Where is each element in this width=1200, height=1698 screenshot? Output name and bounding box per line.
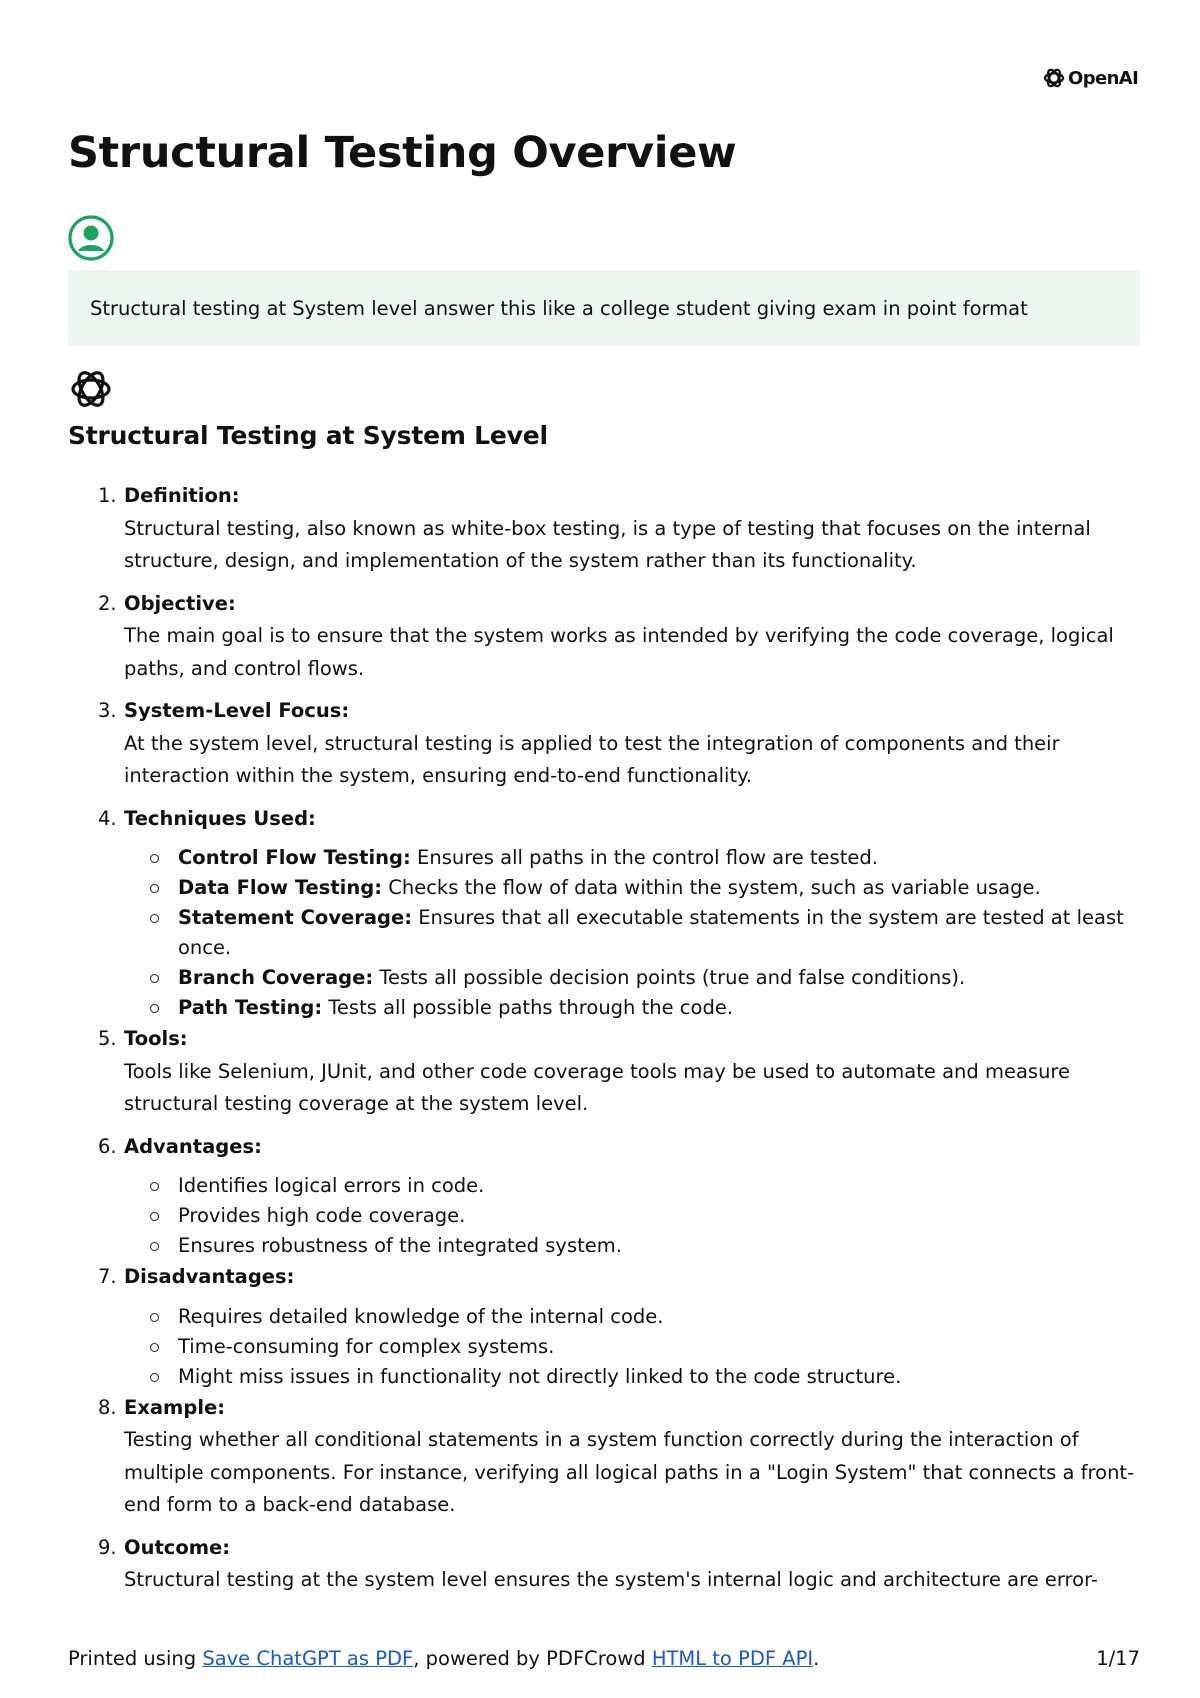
list-item-techniques: 4. Techniques Used: Control Flow Testing: Ensures all paths in the control flow are tested. Data Flow Testing: Checks the flow of data within the system, such as variable usage. Statement Coverage: Ensures that all executable statements in the system are tested at least once. Branch Coverage: Tests all possible decision points (true and false conditions). Path Testing: Tests all possible paths through the code. [68,803,1143,1024]
item-heading: Example [124,1395,218,1419]
list-item-example: 8. Example: Testing whether all conditional statements in a system function correctly during the interaction of multiple components. For instance, verifying all logical paths in a "Login System" that connects a front-end form to a back-end database. [68,1392,1143,1522]
item-heading: Objective [124,591,228,615]
page-number: 1/17 [1096,1647,1140,1670]
item-body: Testing whether all conditional statements in a system function correctly during the interaction of multiple components. For instance, verifying all logical paths in a "Login System" that connects a front-end form to a back-end database. [124,1428,1135,1516]
list-item-definition: 1. Definition: Structural testing, also known as white-box testing, is a type of testing that focuses on the internal structure, design, and implementation of the system rather than its functionality. [68,480,1143,578]
page-title: Structural Testing Overview [68,128,737,178]
user-prompt-text: Structural testing at System level answer this like a college student giving exam in point format [90,296,1028,320]
sub-list-item: Might miss issues in functionality not directly linked to the code structure. [124,1362,1143,1392]
sub-list-item: Data Flow Testing: Checks the flow of data within the system, such as variable usage. [124,873,1143,903]
user-avatar-icon [68,215,114,261]
bullet-circle-icon [150,854,159,863]
openai-brand [1042,66,1138,90]
list-item-system-level-focus: 3. System-Level Focus: At the system level, structural testing is applied to test the integration of components and their interaction within the system, ensuring end-to-end functionality. [68,695,1143,793]
item-heading: Advantages [124,1134,255,1158]
list-item-objective: 2. Objective: The main goal is to ensure that the system works as intended by verifying the code coverage, logical paths, and control flows. [68,588,1143,686]
list-item-advantages: 6. Advantages: Identifies logical errors in code. Provides high code coverage. Ensures robustness of the integrated system. [68,1131,1143,1262]
sub-list [124,843,1143,1023]
answer-body [68,480,1143,1607]
list-item-outcome: 9. Outcome: Structural testing at the system level ensures the system's internal logic and architecture are error- [68,1532,1143,1597]
bullet-circle-icon [150,1004,159,1013]
bullet-circle-icon [150,884,159,893]
sub-list-item: Identifies logical errors in code. [124,1171,1143,1201]
bullet-circle-icon [150,1182,159,1191]
item-heading: Techniques Used [124,806,309,830]
bullet-circle-icon [150,1313,159,1322]
bullet-circle-icon [150,1343,159,1352]
bullet-circle-icon [150,1212,159,1221]
user-prompt [68,270,1140,346]
item-heading: Outcome [124,1535,223,1559]
item-number: 7. [98,1265,117,1288]
item-number: 6. [98,1134,117,1158]
item-number: 3. [98,699,117,722]
bullet-circle-icon [150,914,159,923]
sub-list-item: Path Testing: Tests all possible paths through the code. [124,993,1143,1023]
bullet-circle-icon [150,1242,159,1251]
item-body: At the system level, structural testing is applied to test the integration of components and their interaction within the system, ensuring end-to-end functionality. [124,731,1060,787]
openai-logo-icon [1042,66,1066,90]
sub-list-item: Ensures robustness of the integrated system. [124,1231,1143,1261]
item-body: Structural testing at the system level ensures the system's internal logic and architecture are error- [124,1568,1098,1591]
bullet-circle-icon [150,974,159,983]
item-heading: Definition [124,484,232,507]
save-chatgpt-pdf-link[interactable]: Save ChatGPT as PDF [202,1647,414,1670]
sub-list-item: Requires detailed knowledge of the internal code. [124,1302,1143,1332]
item-heading: Disadvantages [124,1265,287,1288]
sub-list-item: Control Flow Testing: Ensures all paths in the control flow are tested. [124,843,1143,873]
sub-list-item: Branch Coverage: Tests all possible decision points (true and false conditions). [124,963,1143,993]
list-item-disadvantages: 7. Disadvantages: Requires detailed knowledge of the internal code. Time-consuming for complex systems. Might miss issues in functionality not directly linked to the code structure. [68,1261,1143,1392]
item-heading: Tools [124,1027,180,1050]
page-footer [68,1647,1140,1670]
html-to-pdf-api-link[interactable]: HTML to PDF API [651,1647,814,1670]
item-heading: System-Level Focus [124,699,342,722]
item-number: 9. [98,1535,117,1559]
footer-middle: , powered by PDFCrowd [413,1647,652,1670]
sub-list [124,1302,1143,1392]
sub-list-item: Time-consuming for complex systems. [124,1332,1143,1362]
item-body: The main goal is to ensure that the system works as intended by verifying the code coverage, logical paths, and control flows. [124,624,1114,680]
openai-wordmark: OpenAI [1068,67,1139,89]
chatgpt-logo-icon [68,366,114,412]
item-body: Tools like Selenium, JUnit, and other code coverage tools may be used to automate and measure structural testing coverage at the system level. [124,1059,1071,1115]
item-body: Structural testing, also known as white-box testing, is a type of testing that focuses on the internal structure, design, and implementation of the system rather than its functionality. [124,516,1091,572]
item-number: 2. [98,591,117,615]
sub-list-item: Provides high code coverage. [124,1201,1143,1231]
footer-prefix: Printed using [68,1647,203,1670]
item-number: 5. [98,1027,117,1050]
item-number: 8. [98,1395,117,1419]
footer-suffix: . [813,1647,820,1670]
item-number: 1. [98,484,117,507]
item-number: 4. [98,806,117,830]
sub-list-item: Statement Coverage: Ensures that all executable statements in the system are tested at least once. [124,903,1143,963]
sub-list [124,1171,1143,1261]
bullet-circle-icon [150,1373,159,1382]
answer-list [68,480,1143,1597]
list-item-tools: 5. Tools: Tools like Selenium, JUnit, and other code coverage tools may be used to automate and measure structural testing coverage at the system level. [68,1023,1143,1121]
answer-heading: Structural Testing at System Level [68,421,548,450]
